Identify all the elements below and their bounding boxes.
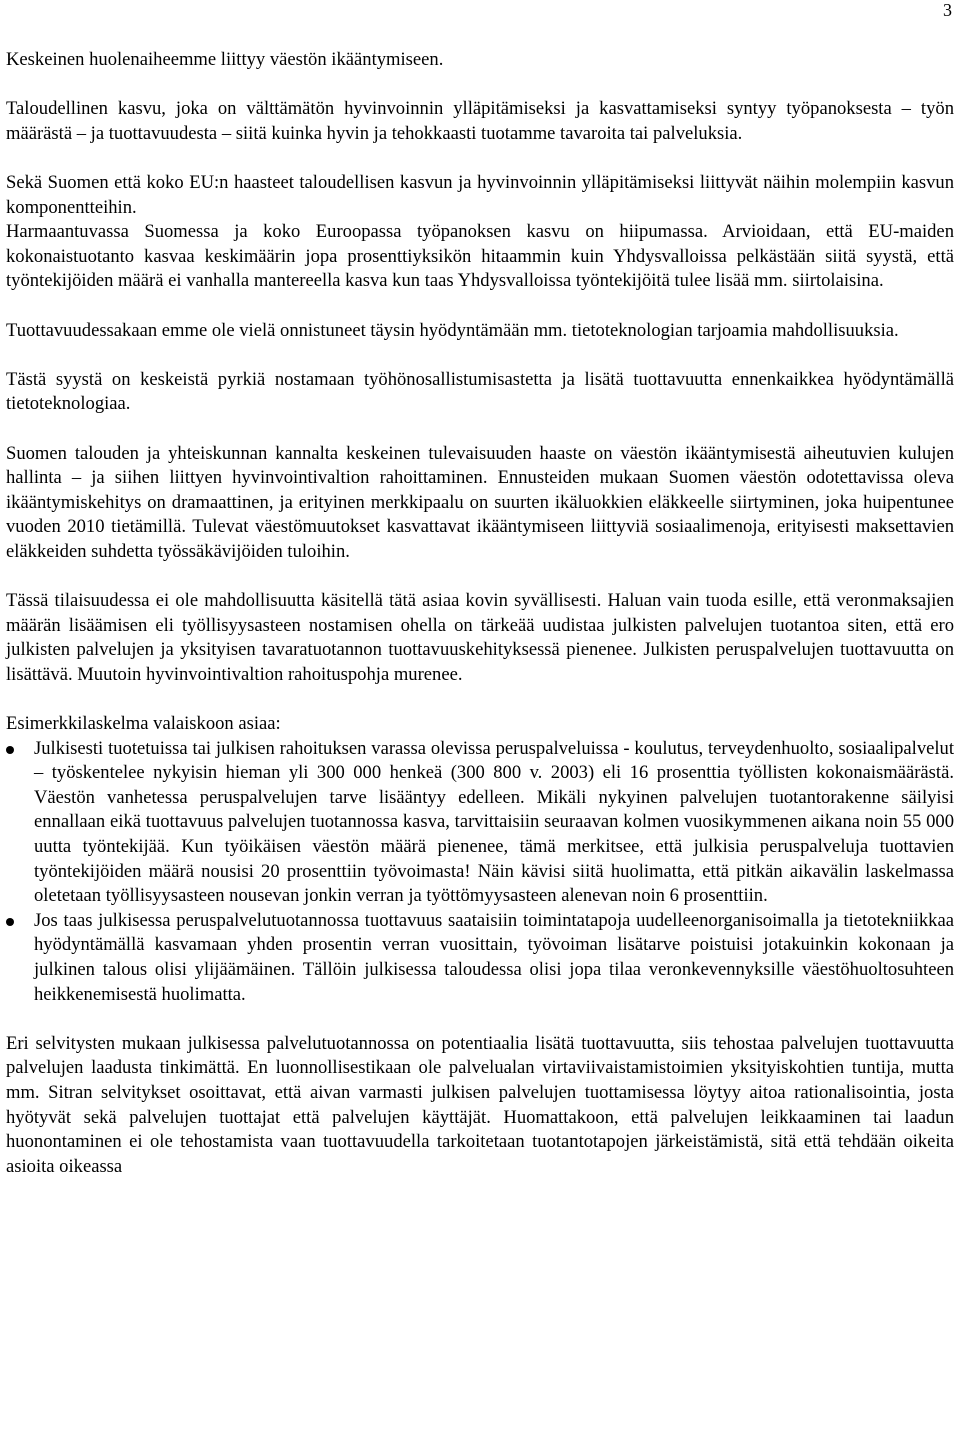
example-heading: Esimerkkilaskelma valaiskoon asiaa: xyxy=(6,713,281,735)
paragraph: Tuottavuudessakaan emme ole vielä onnistuneet täysin hyödyntämään mm. tietoteknologian tarjoamia mahdollisuuksia. xyxy=(6,319,899,341)
paragraph: Suomen talouden ja yhteiskunnan kannalta keskeinen tulevaisuuden haaste on väestön ikääntymisestä aiheutuvien kulujen hallinta – ja siihen liittyen hyvinvointivaltion rahoittaminen. Ennusteiden mukaan Suomen väestön odotettavissa oleva ikääntymiskehitys on dramaattinen, ja erityinen merkkipaalu on suurten ikäluokkien eläkkeelle siirtyminen, joka huipentunee vuoden 2010 tietämillä. Tulevat väestömuutokset kasvattavat ikääntymiseen liittyviä sosiaalimenoja, erityisesti maksettavien eläkkeiden suhdetta työssäkävijöiden tuloihin. xyxy=(6,442,954,562)
list-item xyxy=(6,909,954,1007)
paragraph: Sekä Suomen että koko EU:n haasteet taloudellisen kasvun ja hyvinvoinnin ylläpitämiseksi liittyvät näihin molempiin kasvun komponentteihin. xyxy=(6,171,954,218)
paragraph: Harmaantuvassa Suomessa ja koko Euroopassa työpanoksen kasvu on hiipumassa. Arvioidaan, että EU-maiden kokonaistuotanto kasvaa keskimäärin jopa prosenttiyksikön hitaammin kuin Yhdysvalloissa pelkästään siitä syystä, että työntekijöiden määrä ei vanhalla mantereella kasva kun taas Yhdysvalloissa työntekijöitä tulee lisää mm. siirtolaisina. xyxy=(6,221,954,292)
list-item-text: Julkisesti tuotetuissa tai julkisen rahoituksen varassa olevissa peruspalveluissa - koulutus, terveydenhuolto, sosiaalipalvelut – työskentelee nykyisin hieman yli 300 000 henkeä (300 800 v. 2003) eli 16 prosenttia työllisten kokonaismäärästä. Väestön vanhetessa peruspalvelujen tarve lisääntyy edelleen. Mikäli nykyinen palvelujen tuotantorakenne säilyisi ennallaan eikä tuottavuus palvelujen tuotannossa kasva, tarvittaisiin seuraavan kolmen vuosikymmenen aikana noin 55 000 uutta työntekijää. Kun työikäisen väestön määrä pienenee, tämä merkitsee, että julkisia peruspalveluja tuottavien työntekijöiden määrä nousisi 20 prosenttiin työvoimasta! Näin kävisi siitä huolimatta, että pitkän aikavälin laskelmassa oletetaan työllisyysasteen nousevan jonkin verran ja työttömyysasteen alenevan noin 6 prosenttiin. xyxy=(34,737,954,907)
bullet-icon xyxy=(6,918,14,926)
bullet-icon xyxy=(6,746,14,754)
list-item-text: Jos taas julkisessa peruspalvelutuotannossa tuottavuus saataisiin toimintatapoja uudelleenorganisoimalla ja tietotekniikkaa hyödyntämällä kasvamaan yhden prosentin verran vuosittain, työvoiman lisätarve poistuisi jotakuinkin kokonaan ja julkinen talous olisi ylijäämäinen. Tällöin julkisessa taloudessa olisi jopa tilaa veronkevennyksille väestöhuoltosuhteen heikkenemisestä huolimatta. xyxy=(34,909,954,1005)
page-number: 3 xyxy=(943,0,952,20)
paragraph: Taloudellinen kasvu, joka on välttämätön hyvinvoinnin ylläpitämiseksi ja kasvattamiseksi syntyy työpanoksesta – työn määrästä – ja tuottavuudesta – siitä kuinka hyvin ja tehokkaasti tuotamme tavaroita tai palveluksia. xyxy=(6,98,954,144)
paragraph: Eri selvitysten mukaan julkisessa palvelutuotannossa on potentiaalia lisätä tuottavuutta, siis tehostaa palvelujen tuottavuutta palvelujen laadusta tinkimättä. En luonnollisestikaan ole palvelualan virtaviivaistamistoimien yksityiskohtien tuntija, mutta mm. Sitran selvitykset osoittavat, että aivan varmasti julkisen palvelujen tuottamisessa löytyy aitoa rationalisointia, josta hyötyvät sekä palvelujen tuottajat että palvelujen käyttäjät. Huomattakoon, että palvelujen leikkaaminen tai laadun huonontaminen ei ole tehostamista vaan tuottavuudella tarkoitetaan tuotantotapojen järkeistämistä, sitä että tehdään oikeita asioita oikeassa xyxy=(6,1032,954,1177)
paragraph: Tässä tilaisuudessa ei ole mahdollisuutta käsitellä tätä asiaa kovin syvällisesti. Haluan vain tuoda esille, että veronmaksajien määrän lisäämisen eli työllisyysasteen nostamisen ohella on tärkeää uudistaa julkisten palvelujen tuotantoa siten, että ero julkisten palvelujen ja yksityisen tavaratuotannon tuottavuuskehityksessä pienenee. Julkisten peruspalvelujen tuottavuutta on lisättävä. Muutoin hyvinvointivaltion rahoituspohja murenee. xyxy=(6,590,954,685)
document-body xyxy=(6,48,954,1179)
list-item xyxy=(6,737,954,909)
paragraph: Tästä syystä on keskeistä pyrkiä nostamaan työhönosallistumisastetta ja lisätä tuottavuutta ennenkaikkea hyödyntämällä tietoteknologiaa. xyxy=(6,368,954,415)
paragraph: Keskeinen huolenaiheemme liittyy väestön ikääntymiseen. xyxy=(6,49,444,70)
bullet-list xyxy=(6,737,954,1008)
